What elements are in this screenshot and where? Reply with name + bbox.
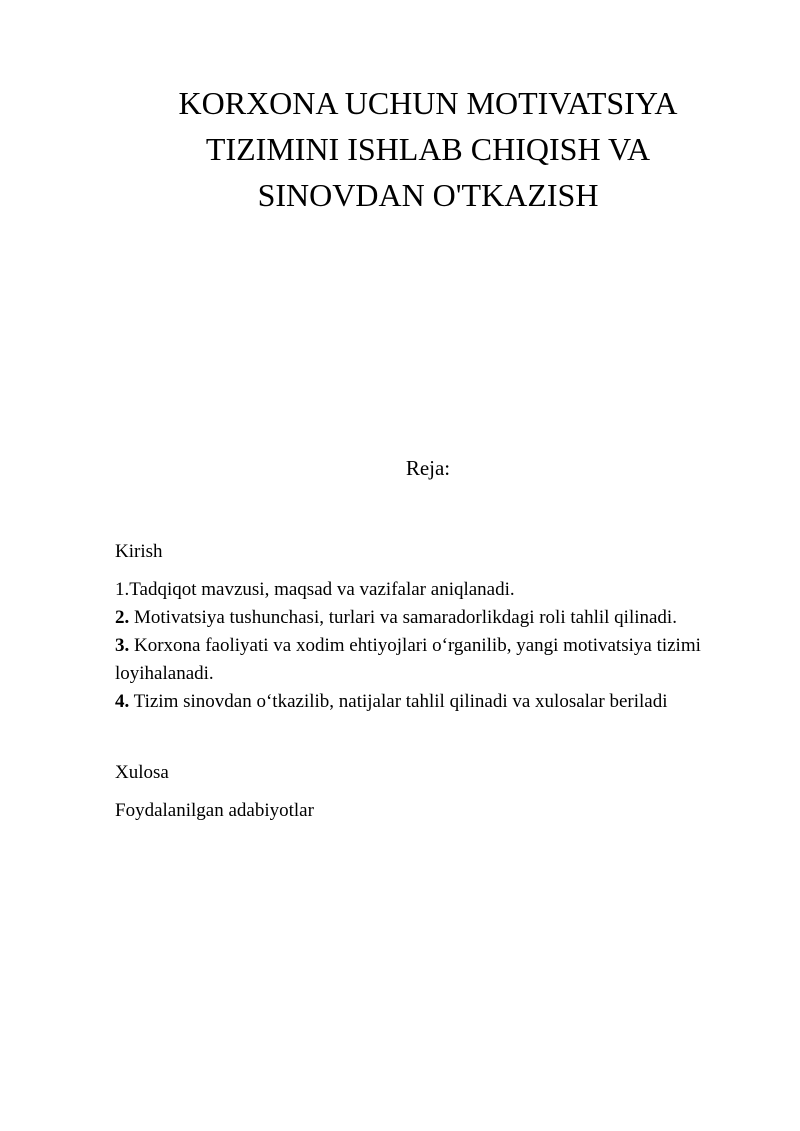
title-line-1: KORXONA UCHUN MOTIVATSIYA: [178, 85, 678, 121]
references-item: Foydalanilgan adabiyotlar: [115, 800, 314, 821]
plan-item-1: [115, 576, 755, 604]
title-line-3: SINOVDAN O'TKAZISH: [257, 177, 599, 213]
plan-item-number: 3.: [115, 635, 130, 656]
plan-item-4: [115, 688, 755, 716]
title-line-2: TIZIMINI ISHLAB CHIQISH VA: [205, 131, 651, 167]
plan-item-text: Tadqiqot mavzusi, maqsad va vazifalar aniqlanadi.: [129, 579, 515, 600]
conclusion-item: Xulosa: [115, 762, 169, 783]
plan-heading: Reja:: [405, 456, 451, 480]
intro-item: Kirish: [115, 541, 163, 562]
plan-list: [115, 576, 755, 716]
plan-item-text: Tizim sinovdan o‘tkazilib, natijalar tahlil qilinadi va xulosalar beriladi: [129, 691, 668, 712]
plan-item-number: 2.: [115, 607, 130, 628]
plan-item-3: [115, 632, 755, 688]
plan-item-text: Motivatsiya tushunchasi, turlari va samaradorlikdagi roli tahlil qilinadi.: [129, 607, 677, 628]
plan-item-2: [115, 604, 755, 632]
document-title: [100, 80, 756, 218]
plan-item-text: Korxona faoliyati va xodim ehtiyojlari o‘rganilib, yangi motivatsiya tizimi loyihalanadi.: [115, 635, 701, 684]
plan-item-number: 4.: [115, 691, 130, 712]
plan-item-number: 1.: [115, 579, 130, 600]
